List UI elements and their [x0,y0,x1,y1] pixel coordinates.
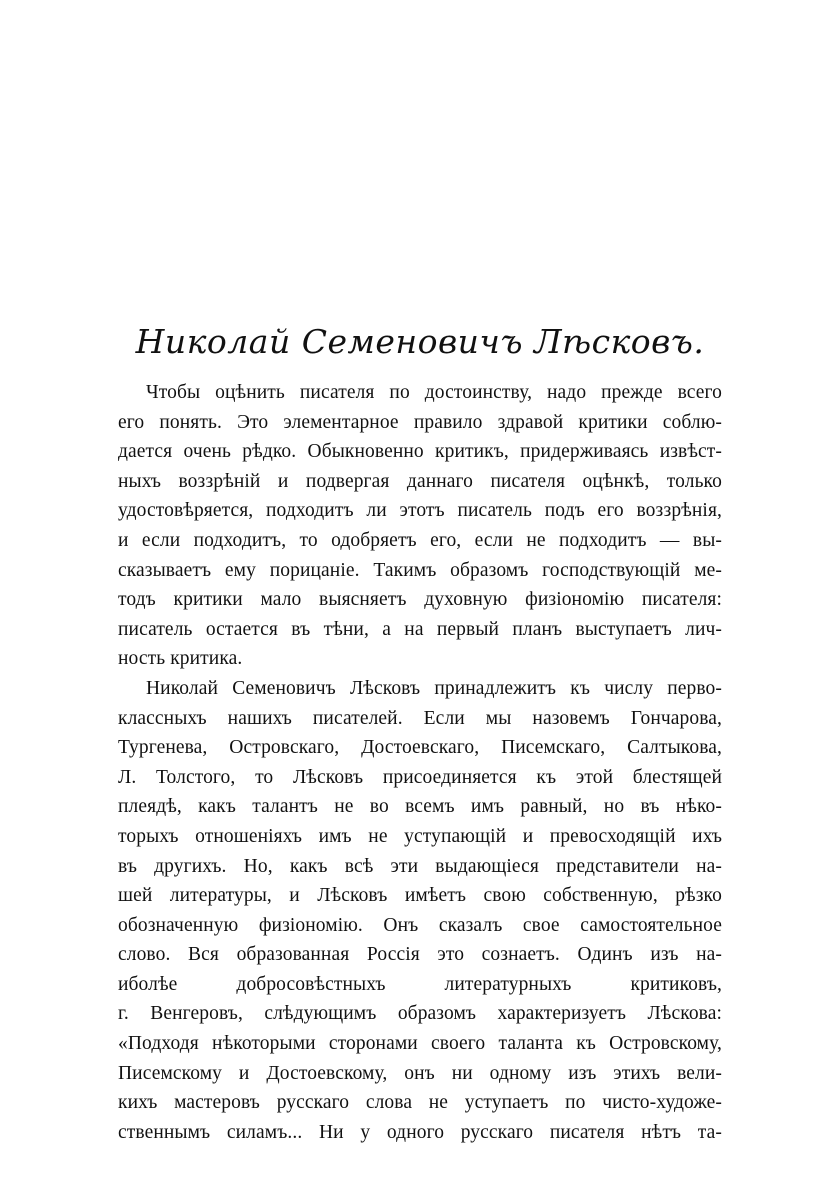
text-line: обозначенную физіономію. Онъ сказалъ свое самостоятельное [118,914,722,936]
text-line: Чтобы оцѣнить писателя по достоинству, надо прежде всего [146,382,722,403]
text-line: ныхъ воззрѣній и подвергая даннаго писателя оцѣнкѣ, только [118,470,722,492]
text-line: сказываетъ ему порицаніе. Такимъ образомъ господствующій ме- [118,559,722,581]
text-line: слово. Вся образованная Россія это сознаетъ. Одинъ изъ на- [118,944,722,966]
text-line: иболѣе добросовѣстныхъ литературныхъ критиковъ, [118,973,722,995]
paragraph-1 [118,378,722,674]
text-line: классныхъ нашихъ писателей. Если мы назовемъ Гончарова, [118,707,722,729]
text-line: дается очень рѣдко. Обыкновенно критикъ, придерживаясь извѣст- [118,441,722,463]
text-line: и если подходитъ, то одобряетъ его, если не подходитъ — вы- [118,529,722,551]
text-line: торыхъ отношеніяхъ имъ не уступающій и превосходящій ихъ [118,825,722,847]
text-line: Л. Толстого, то Лѣсковъ присоединяется къ этой блестящей [118,766,722,788]
text-line: Николай Семеновичъ Лѣсковъ принадлежитъ къ числу перво- [146,677,722,699]
text-line: «Подходя нѣкоторыми сторонами своего таланта къ Островскому, [118,1033,722,1055]
text-line: въ другихъ. Но, какъ всѣ эти выдающіеся представители на- [118,855,722,877]
text-line: Писемскому и Достоевскому, онъ ни одному изъ этихъ вели- [118,1062,722,1084]
text-line: ность критика. [118,648,243,670]
paragraph-2 [118,674,722,1148]
text-line: его понять. Это элементарное правило здравой критики соблю- [118,411,722,433]
chapter-title: Николай Семеновичъ Лѣсковъ. [135,322,705,361]
text-line: шей литературы, и Лѣсковъ имѣетъ свою собственную, рѣзко [118,885,722,907]
text-line: писатель остается въ тѣни, а на первый планъ выступаетъ лич- [118,618,722,640]
text-line: Тургенева, Островскаго, Достоевскаго, Писемскаго, Салтыкова, [118,737,722,759]
text-line: кихъ мастеровъ русскаго слова не уступаетъ по чисто-художе- [118,1092,722,1114]
text-line: ственнымъ силамъ... Ни у одного русскаго писателя нѣтъ та- [118,1121,722,1143]
text-line: удостовѣряется, подходитъ ли этотъ писатель подъ его воззрѣнія, [118,500,722,522]
body-text [118,378,722,1147]
text-line: г. Венгеровъ, слѣдующимъ образомъ характеризуетъ Лѣскова: [118,1003,722,1025]
text-line: тодъ критики мало выясняетъ духовную физіономію писателя: [118,589,722,611]
text-line: плеядѣ, какъ талантъ не во всемъ имъ равный, но въ нѣко- [118,796,722,818]
